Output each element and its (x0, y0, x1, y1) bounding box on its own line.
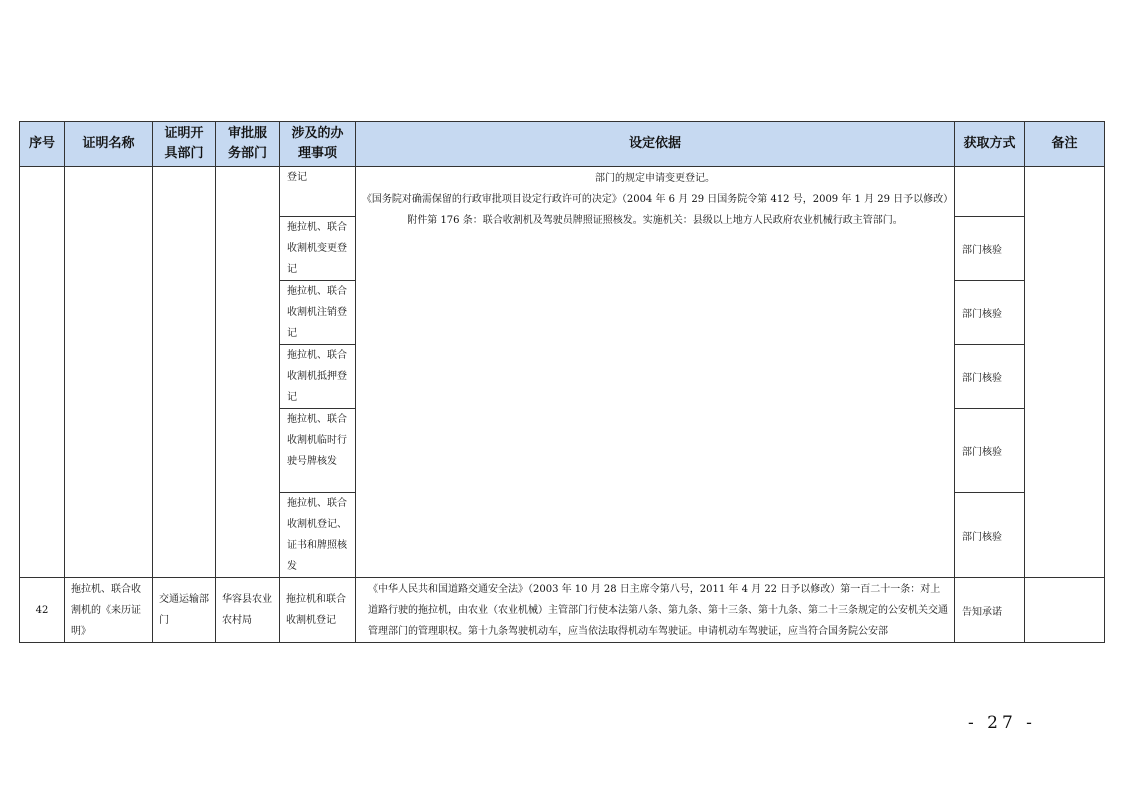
header-items: 涉及的办理事项 (280, 122, 356, 167)
basis-cell: 《中华人民共和国道路交通安全法》（2003 年 10 月 28 日主席令第八号，2011 年 4 月 22 日予以修改）第一百二十一条：对上道路行驶的拖拉机，由农业（农业机械）主管部门行使本法第八条、第九条、第十三条、第十九条、第二十三条规定的公安机关交通管理部门的管理职权。第十九条驾驶机动车，应当依法取得机动车驾驶证。申请机动车驾驶证，应当符合国务院公安部 (356, 578, 955, 643)
item-cell: 拖拉机、联合收割机变更登记 (280, 217, 356, 281)
mode-cell: 告知承诺 (955, 578, 1025, 643)
issuer-cell (153, 167, 216, 578)
remark-cell (1025, 578, 1105, 643)
approver-cell (216, 167, 280, 578)
item-cell: 拖拉机、联合收割机注销登记 (280, 281, 356, 345)
mode-cell: 部门核验 (955, 281, 1025, 345)
basis-cell (356, 167, 955, 578)
mode-cell: 部门核验 (955, 409, 1025, 493)
remark-cell (1025, 167, 1105, 578)
header-row (20, 122, 1105, 167)
basis-text-line2: 《国务院对确需保留的行政审批项目设定行政许可的决定》（2004 年 6 月 29 日国务院令第 412 号，2009 年 1 月 29 日予以修改）附件第 176 条：联合收割机及驾驶员牌照证照核发。实施机关：县级以上地方人民政府农业机械行政主管部门。 (361, 194, 949, 226)
issuer-cell: 交通运输部门 (153, 578, 216, 643)
header-seq: 序号 (20, 122, 65, 167)
header-approver: 审批服务部门 (216, 122, 280, 167)
seq-cell: 42 (20, 578, 65, 643)
mode-cell (955, 167, 1025, 217)
header-mode: 获取方式 (955, 122, 1025, 167)
certificate-table (19, 121, 1105, 643)
header-remark: 备注 (1025, 122, 1105, 167)
header-basis: 设定依据 (356, 122, 955, 167)
mode-cell: 部门核验 (955, 493, 1025, 578)
approver-cell: 华容县农业农村局 (216, 578, 280, 643)
seq-cell (20, 167, 65, 578)
name-cell (65, 167, 153, 578)
page-number: - 27 - (968, 713, 1036, 733)
mode-cell: 部门核验 (955, 217, 1025, 281)
item-cell: 拖拉机、联合收割机登记、证书和牌照核发 (280, 493, 356, 578)
table-row (20, 167, 1105, 217)
item-cell: 拖拉机和联合收割机登记 (280, 578, 356, 643)
header-issuer: 证明开具部门 (153, 122, 216, 167)
basis-text-line1: 部门的规定申请变更登记。 (595, 173, 715, 184)
name-cell: 拖拉机、联合收割机的《来历证明》 (65, 578, 153, 643)
table-row (20, 578, 1105, 643)
item-cell: 拖拉机、联合收割机抵押登记 (280, 345, 356, 409)
mode-cell: 部门核验 (955, 345, 1025, 409)
item-cell: 拖拉机、联合收割机临时行驶号牌核发 (280, 409, 356, 493)
header-name: 证明名称 (65, 122, 153, 167)
item-cell: 登记 (280, 167, 356, 217)
